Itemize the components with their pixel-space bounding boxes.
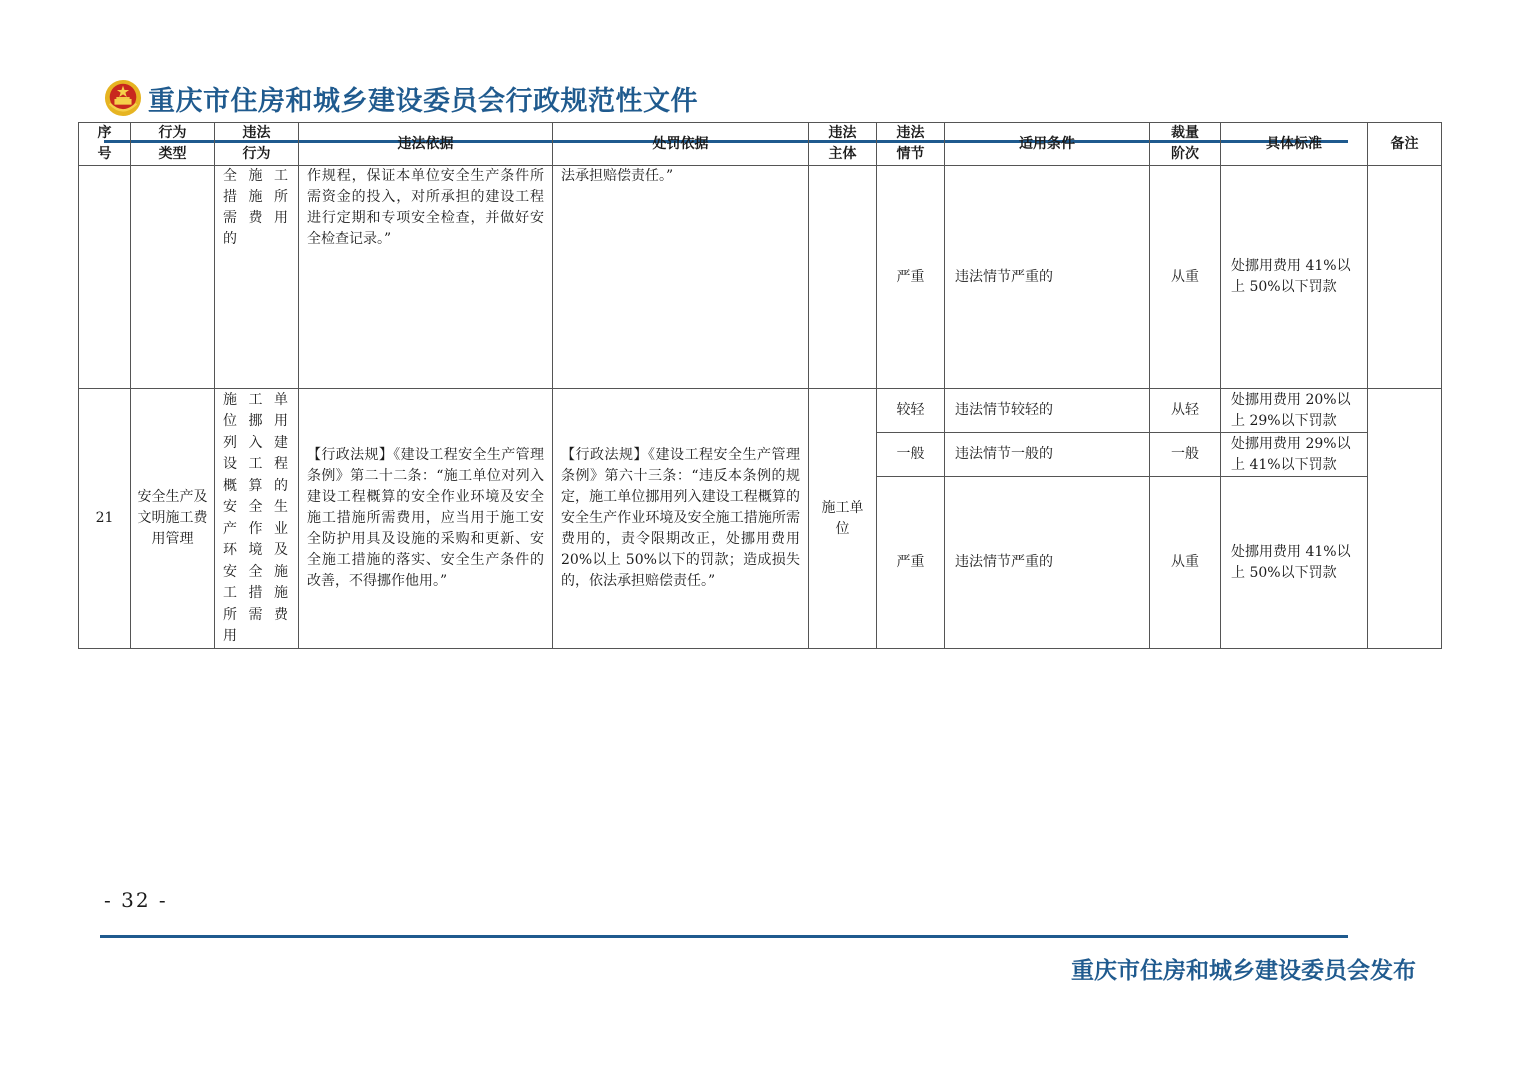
header-circumstance: 违法 情节 xyxy=(877,123,945,166)
publisher-footer: 重庆市住房和城乡建设委员会发布 xyxy=(1071,958,1416,984)
cell-penalty: 【行政法规】《建设工程安全生产管理条例》第六十三条：“违反本条例的规定，施工单位挪用列入建设工程概算的安全生产作业环境及安全施工措施所需费用的，责令限期改正，处挪用费用 20%以上 50%以下的罚款；造成损失的，依法承担赔偿责任。” xyxy=(553,389,809,649)
cell-seq xyxy=(79,166,131,389)
cell-circumstance: 较轻 xyxy=(877,389,945,433)
cell-condition: 违法情节严重的 xyxy=(945,166,1150,389)
page-number: - 32 - xyxy=(104,888,168,912)
footer-divider xyxy=(100,935,1348,938)
cell-basis: 【行政法规】《建设工程安全生产管理条例》第二十二条：“施工单位对列入建设工程概算的安全作业环境及安全施工措施所需费用，应当用于施工安全防护用具及设施的采购和更新、安全施工措施的落实、安全生产条件的改善，不得挪作他用。” xyxy=(299,389,553,649)
header-subject: 违法 主体 xyxy=(809,123,877,166)
header-penalty: 处罚依据 xyxy=(553,123,809,166)
cell-condition: 违法情节一般的 xyxy=(945,433,1150,477)
cell-note xyxy=(1368,389,1442,649)
header-action: 违法 行为 xyxy=(215,123,299,166)
cell-circumstance: 严重 xyxy=(877,477,945,649)
cell-circumstance: 严重 xyxy=(877,166,945,389)
cell-note xyxy=(1368,166,1442,389)
cell-standard: 处挪用费用 29%以上 41%以下罚款 xyxy=(1221,433,1368,477)
table-row xyxy=(79,389,1442,433)
cell-seq: 21 xyxy=(79,389,131,649)
header-seq: 序 号 xyxy=(79,123,131,166)
cell-level: 从重 xyxy=(1150,166,1221,389)
cell-level: 从轻 xyxy=(1150,389,1221,433)
cell-standard: 处挪用费用 41%以上 50%以下罚款 xyxy=(1221,477,1368,649)
cell-action: 全施工 措施所 需费用 的 xyxy=(215,166,299,389)
cell-action: 施工单 位挪用 列入建 设工程 概算的 安全生 产作业 环境及 安全施 工措施 所需费 用 xyxy=(215,389,299,649)
table-header-row xyxy=(79,123,1442,166)
cell-level: 一般 xyxy=(1150,433,1221,477)
cell-type xyxy=(131,166,215,389)
cell-subject: 施工单位 xyxy=(809,389,877,649)
cell-subject xyxy=(809,166,877,389)
cell-type: 安全生产及文明施工费用管理 xyxy=(131,389,215,649)
cell-circumstance: 一般 xyxy=(877,433,945,477)
document-title: 重庆市住房和城乡建设委员会行政规范性文件 xyxy=(148,85,698,117)
cell-penalty: 法承担赔偿责任。” xyxy=(553,166,809,389)
document-header xyxy=(104,76,698,120)
header-basis: 违法依据 xyxy=(299,123,553,166)
header-level: 裁量 阶次 xyxy=(1150,123,1221,166)
cell-standard: 处挪用费用 41%以上 50%以下罚款 xyxy=(1221,166,1368,389)
cell-condition: 违法情节严重的 xyxy=(945,477,1150,649)
cell-condition: 违法情节较轻的 xyxy=(945,389,1150,433)
penalty-discretion-table xyxy=(78,122,1442,649)
cell-basis: 作规程，保证本单位安全生产条件所需资金的投入，对所承担的建设工程进行定期和专项安全检查，并做好安全检查记录。” xyxy=(299,166,553,389)
national-emblem-icon xyxy=(104,79,142,117)
header-standard: 具体标准 xyxy=(1221,123,1368,166)
cell-level: 从重 xyxy=(1150,477,1221,649)
header-type: 行为 类型 xyxy=(131,123,215,166)
cell-standard: 处挪用费用 20%以上 29%以下罚款 xyxy=(1221,389,1368,433)
header-note: 备注 xyxy=(1368,123,1442,166)
header-condition: 适用条件 xyxy=(945,123,1150,166)
table-row-continued xyxy=(79,166,1442,389)
